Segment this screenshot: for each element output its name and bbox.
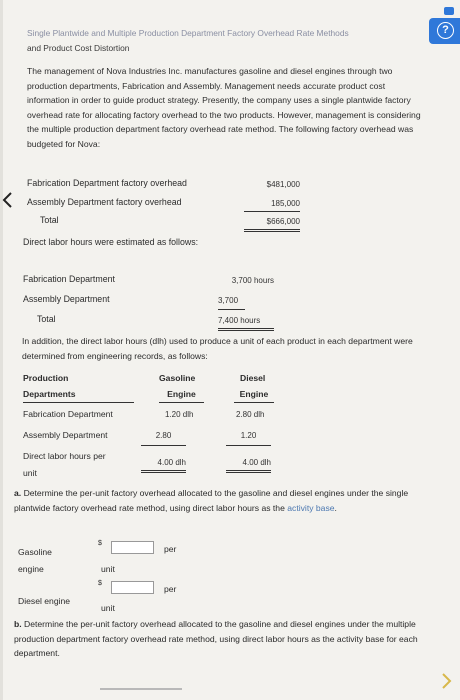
dlh-fab-value: 3,700 hours bbox=[231, 276, 274, 285]
th-die-1: Diesel bbox=[240, 373, 266, 383]
title-line-1: Single Plantwide and Multiple Production Department Factory Overhead Rate Methods bbox=[27, 28, 349, 38]
part-a-label: a. bbox=[14, 488, 22, 498]
dlh-intro: Direct labor hours were estimated as follows: bbox=[23, 237, 199, 247]
part-b-label: b. bbox=[14, 619, 22, 629]
th-prod-2: Departments bbox=[23, 389, 134, 403]
dlh-asm-label: Assembly Department bbox=[23, 294, 110, 304]
th-die-2: Engine bbox=[234, 389, 274, 403]
part-a-end: . bbox=[334, 502, 337, 513]
th-gas-1: Gasoline bbox=[159, 373, 196, 383]
tr2-gas: 2.80 bbox=[141, 431, 186, 446]
chevron-right-icon[interactable] bbox=[440, 672, 454, 690]
title-line-2: and Product Cost Distortion bbox=[27, 43, 130, 53]
dih-intro: In addition, the direct labor hours (dlh) used to produce a unit of each product in each department were determined from engineering records, as follows: bbox=[22, 336, 413, 361]
tr3-label-1: Direct labor hours per bbox=[23, 451, 106, 461]
dlh-total-label: Total bbox=[37, 314, 56, 324]
gas-engine-input[interactable] bbox=[111, 541, 154, 554]
oh-asm-label: Assembly Department factory overhead bbox=[27, 197, 182, 207]
oh-asm-value: 185,000 bbox=[244, 199, 300, 212]
oh-total-value: $666,000 bbox=[244, 217, 300, 232]
gas-unit: unit bbox=[101, 564, 115, 574]
tr2-label: Assembly Department bbox=[23, 430, 108, 440]
tr1-label: Fabrication Department bbox=[23, 409, 113, 419]
gas-dollar-sign: $ bbox=[98, 540, 102, 547]
oh-fab-value: $481,000 bbox=[266, 180, 300, 189]
gas-per: per bbox=[164, 544, 177, 554]
activity-base-link[interactable]: activity base bbox=[287, 502, 335, 513]
intro-paragraph: The management of Nova Industries Inc. manufactures gasoline and diesel engines through two production departments, Fabrication and Assembly. Management needs accurate product cost information in order to guide product strategy. Presently, the company uses a single plantwide factory overhead rate for allocating factory overhead to the two products. However, management is considering the multiple production department factory overhead rate method. The following factory overhead was budgeted for Nova: bbox=[27, 66, 421, 149]
part-a-body: Determine the per-unit factory overhead allocated to the gasoline and diesel engines under the single plantwide factory overhead rate method, using direct labor hours as the bbox=[14, 488, 409, 513]
gas-answer-label-2: engine bbox=[18, 564, 44, 574]
tr3-die: 4.00 dlh bbox=[226, 458, 271, 473]
oh-fab-label: Fabrication Department factory overhead bbox=[27, 178, 187, 188]
tr3-gas: 4.00 dlh bbox=[141, 458, 186, 473]
part-a-text bbox=[14, 486, 426, 515]
th-gas-2: Engine bbox=[159, 389, 204, 403]
die-per: per bbox=[164, 584, 177, 594]
th-prod-1: Production bbox=[23, 373, 69, 383]
problem-title bbox=[27, 26, 422, 56]
dlh-asm-value: 3,700 bbox=[218, 296, 245, 310]
help-icon: ? bbox=[437, 22, 454, 39]
die-answer-label: Diesel engine bbox=[18, 596, 71, 606]
chevron-left-icon[interactable] bbox=[0, 191, 14, 209]
die-unit: unit bbox=[101, 603, 115, 613]
part-b-body: Determine the per-unit factory overhead allocated to the gasoline and diesel engines under the multiple production department factory overhead rate method, using direct labor hours as the activity base for each department. bbox=[14, 619, 418, 659]
dlh-total-value: 7,400 hours bbox=[218, 316, 274, 331]
part-b-text bbox=[14, 617, 426, 661]
bottom-divider bbox=[100, 688, 182, 696]
dlh-fab-label: Fabrication Department bbox=[23, 274, 115, 284]
tr1-die: 2.80 dlh bbox=[236, 410, 265, 419]
tr2-die: 1.20 bbox=[226, 431, 271, 446]
top-indicator bbox=[444, 7, 454, 15]
tr3-label-2: unit bbox=[23, 468, 37, 478]
left-edge bbox=[0, 0, 3, 700]
gas-answer-label-1: Gasoline bbox=[18, 547, 52, 557]
diesel-engine-input[interactable] bbox=[111, 581, 154, 594]
die-dollar-sign: $ bbox=[98, 580, 102, 587]
help-button[interactable] bbox=[429, 18, 460, 44]
oh-total-label: Total bbox=[40, 215, 59, 225]
tr1-gas: 1.20 dlh bbox=[165, 410, 194, 419]
